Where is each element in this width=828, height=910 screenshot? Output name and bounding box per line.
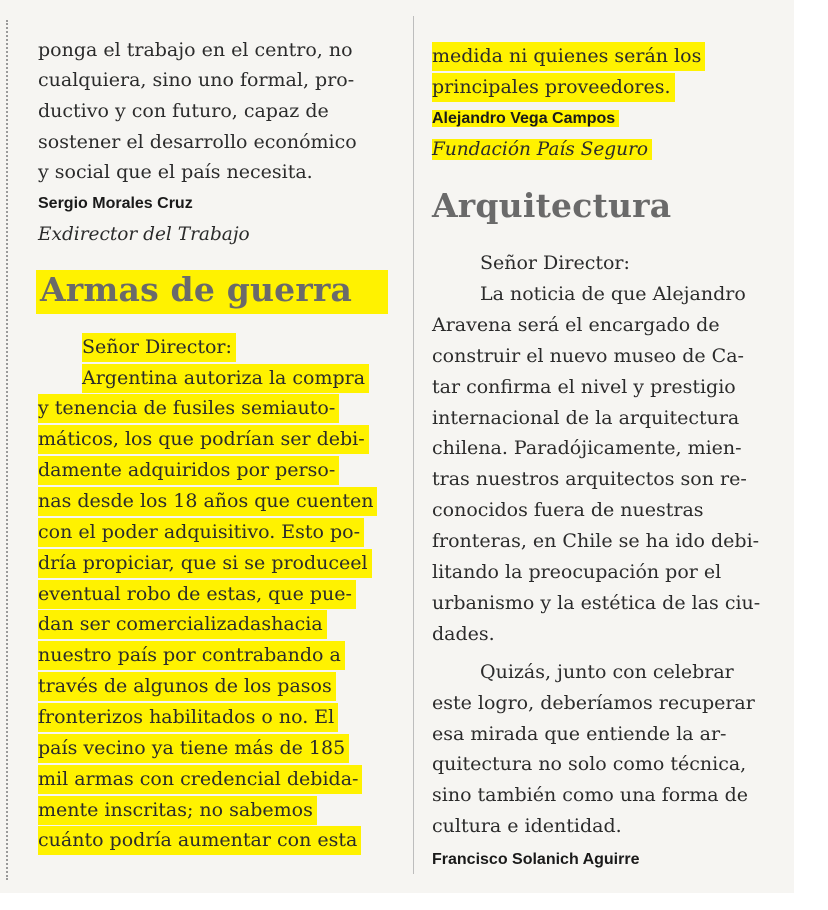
text-line: nuestro país por contrabando a: [38, 641, 345, 670]
text-line: través de algunos de los pasos: [38, 672, 336, 701]
column-divider: [413, 16, 414, 874]
text-line: este logro, deberíamos recuperar: [432, 692, 755, 714]
text-line: quitectura no solo como técnica,: [432, 753, 747, 775]
author-name: Sergio Morales Cruz: [38, 195, 193, 212]
article-title: Arquitectura: [432, 186, 672, 225]
text-line: Quizás, junto con celebrar: [480, 661, 734, 683]
text-line: construir el nuevo museo de Ca-: [432, 345, 744, 367]
text-line: y tenencia de fusiles semiauto-: [38, 394, 339, 423]
text-line: cuánto podría aumentar con esta: [38, 826, 361, 855]
text-line: La noticia de que Alejandro: [480, 283, 746, 305]
text-line: fronteras, en Chile se ha ido debi-: [432, 530, 760, 552]
text-line: con el poder adquisitivo. Esto po-: [38, 518, 364, 547]
text-line: eventual robo de estas, que pue-: [38, 580, 356, 609]
text-line: Aravena será el encargado de: [432, 314, 720, 336]
text-line: cualquiera, sino uno formal, pro-: [38, 69, 355, 91]
text-line: conocidos fuera de nuestras: [432, 499, 704, 521]
author-role: Exdirector del Trabajo: [38, 224, 250, 245]
text-line: principales proveedores.: [432, 73, 675, 102]
article-title: Armas de guerra: [40, 270, 353, 309]
text-line: mil armas con credencial debida-: [38, 765, 362, 794]
text-line: sino también como una forma de: [432, 784, 749, 806]
text-line: dría propiciar, que si se produceel: [38, 549, 372, 578]
text-line: dades.: [432, 623, 495, 645]
text-line: y social que el país necesita.: [38, 161, 313, 183]
text-line: medida ni quienes serán los: [432, 42, 705, 71]
text-line: tras nuestros arquitectos son re-: [432, 468, 747, 490]
author-name: Alejandro Vega Campos: [432, 110, 619, 128]
salutation: Señor Director:: [82, 333, 236, 362]
text-line: dan ser comercializadashacia: [38, 610, 327, 639]
author-name: Francisco Solanich Aguirre: [432, 851, 640, 868]
text-line: país vecino ya tiene más de 185: [38, 734, 349, 763]
text-line: mente inscritas; no sabemos: [38, 796, 317, 825]
text-line: cultura e identidad.: [432, 815, 622, 837]
salutation: Señor Director:: [480, 252, 630, 274]
text-line: litando la preocupación por el: [432, 561, 722, 583]
text-line: internacional de la arquitectura: [432, 407, 740, 429]
author-role: Fundación País Seguro: [432, 139, 652, 160]
text-line: urbanismo y la estética de las ciu-: [432, 592, 761, 614]
text-line: nas desde los 18 años que cuenten: [38, 487, 377, 516]
text-line: tar confirma el nivel y prestigio: [432, 376, 736, 398]
dotted-rule: [6, 20, 8, 880]
text-line: ductivo y con futuro, capaz de: [38, 100, 329, 122]
text-line: sostener el desarrollo económico: [38, 131, 357, 153]
text-line: fronterizos habilitados o no. El: [38, 703, 338, 732]
text-line: esa mirada que entiende la ar-: [432, 723, 727, 745]
text-line: máticos, los que podrían ser debi-: [38, 425, 369, 454]
text-line: ponga el trabajo en el centro, no: [38, 39, 353, 61]
text-line: chilena. Paradójicamente, mien-: [432, 437, 742, 459]
text-line: Argentina autoriza la compra: [82, 364, 369, 393]
text-line: damente adquiridos por perso-: [38, 456, 339, 485]
